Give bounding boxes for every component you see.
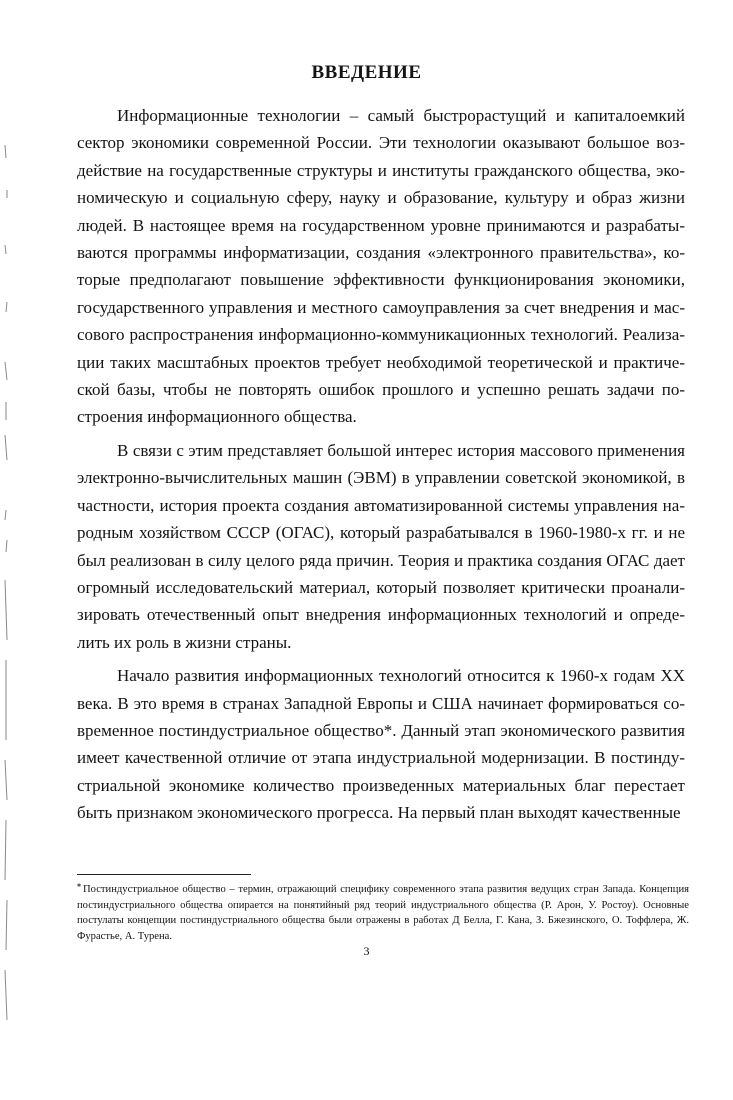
page-title: ВВЕДЕНИЕ	[311, 62, 422, 83]
footnote-marker: *	[77, 882, 81, 891]
paragraph: Информационные технологии – самый быстрорастущий и капиталоемкий сектор экономики современной России. Эти технологии оказывают большое воздействие на государственные структуры и институты гражданского общества, экономическую и социальную сферу, науку и образование, культуру и образ жизни людей. В настоящее время на государственном уровне принимаются и разрабатываются программы информатизации, создания «электронного правительства», которые предполагают повышение эффективности функционирования экономики, государственного управления и местного самоуправления за счет внедрения и массового распространения информационно-коммуникационных технологий. Реализации таких масштабных проектов требует необходимой теоретической и практической базы, чтобы не повторять ошибок прошлого и успешно решать задачи построения информационного общества.	[77, 106, 685, 427]
footnote-text: Постиндустриальное общество – термин, отражающий специфику современного этапа развития ведущих стран Запада. Концепция постиндустриального общества опирается на понятийный ряд теорий индустриального общества (Р. Арон, У. Ростоу). Основные постулаты концепции постиндустриального общества были отражены в работах Д Белла, Г. Кана, З. Бжезинского, О. Тоффлера, Ж. Фурастье, А. Турена.	[77, 884, 689, 942]
page-number: 3	[363, 944, 370, 958]
paragraph: В связи с этим представляет большой интерес история массового применения электронно-вычислительных машин (ЭВМ) в управлении советской экономикой, в частности, история проекта создания автоматизированной системы управления народным хозяйством СССР (ОГАС), который разрабатывался в 1960-1980-х гг. и не был реализован в силу целого ряда причин. Теория и практика создания ОГАС дает огромный исследовательский материал, который позволяет критически проанализировать отечественный опыт внедрения информационных технологий и определить их роль в жизни страны.	[77, 440, 685, 652]
body-text	[77, 102, 685, 833]
footnote	[77, 879, 689, 944]
footnote-divider	[77, 874, 251, 875]
scan-binding-marks	[2, 40, 12, 1040]
paragraph: Начало развития информационных технологий относится к 1960-х годам XX века. В это время в странах Западной Европы и США начинает формироваться современное постиндустриальное общество*. Данный этап экономического развития имеет качественной отличие от этапа индустриальной модернизации. В постиндустриальной экономике количество произведенных материальных благ перестает быть признаком экономического прогресса. На первый план выходят качественные	[77, 666, 685, 823]
